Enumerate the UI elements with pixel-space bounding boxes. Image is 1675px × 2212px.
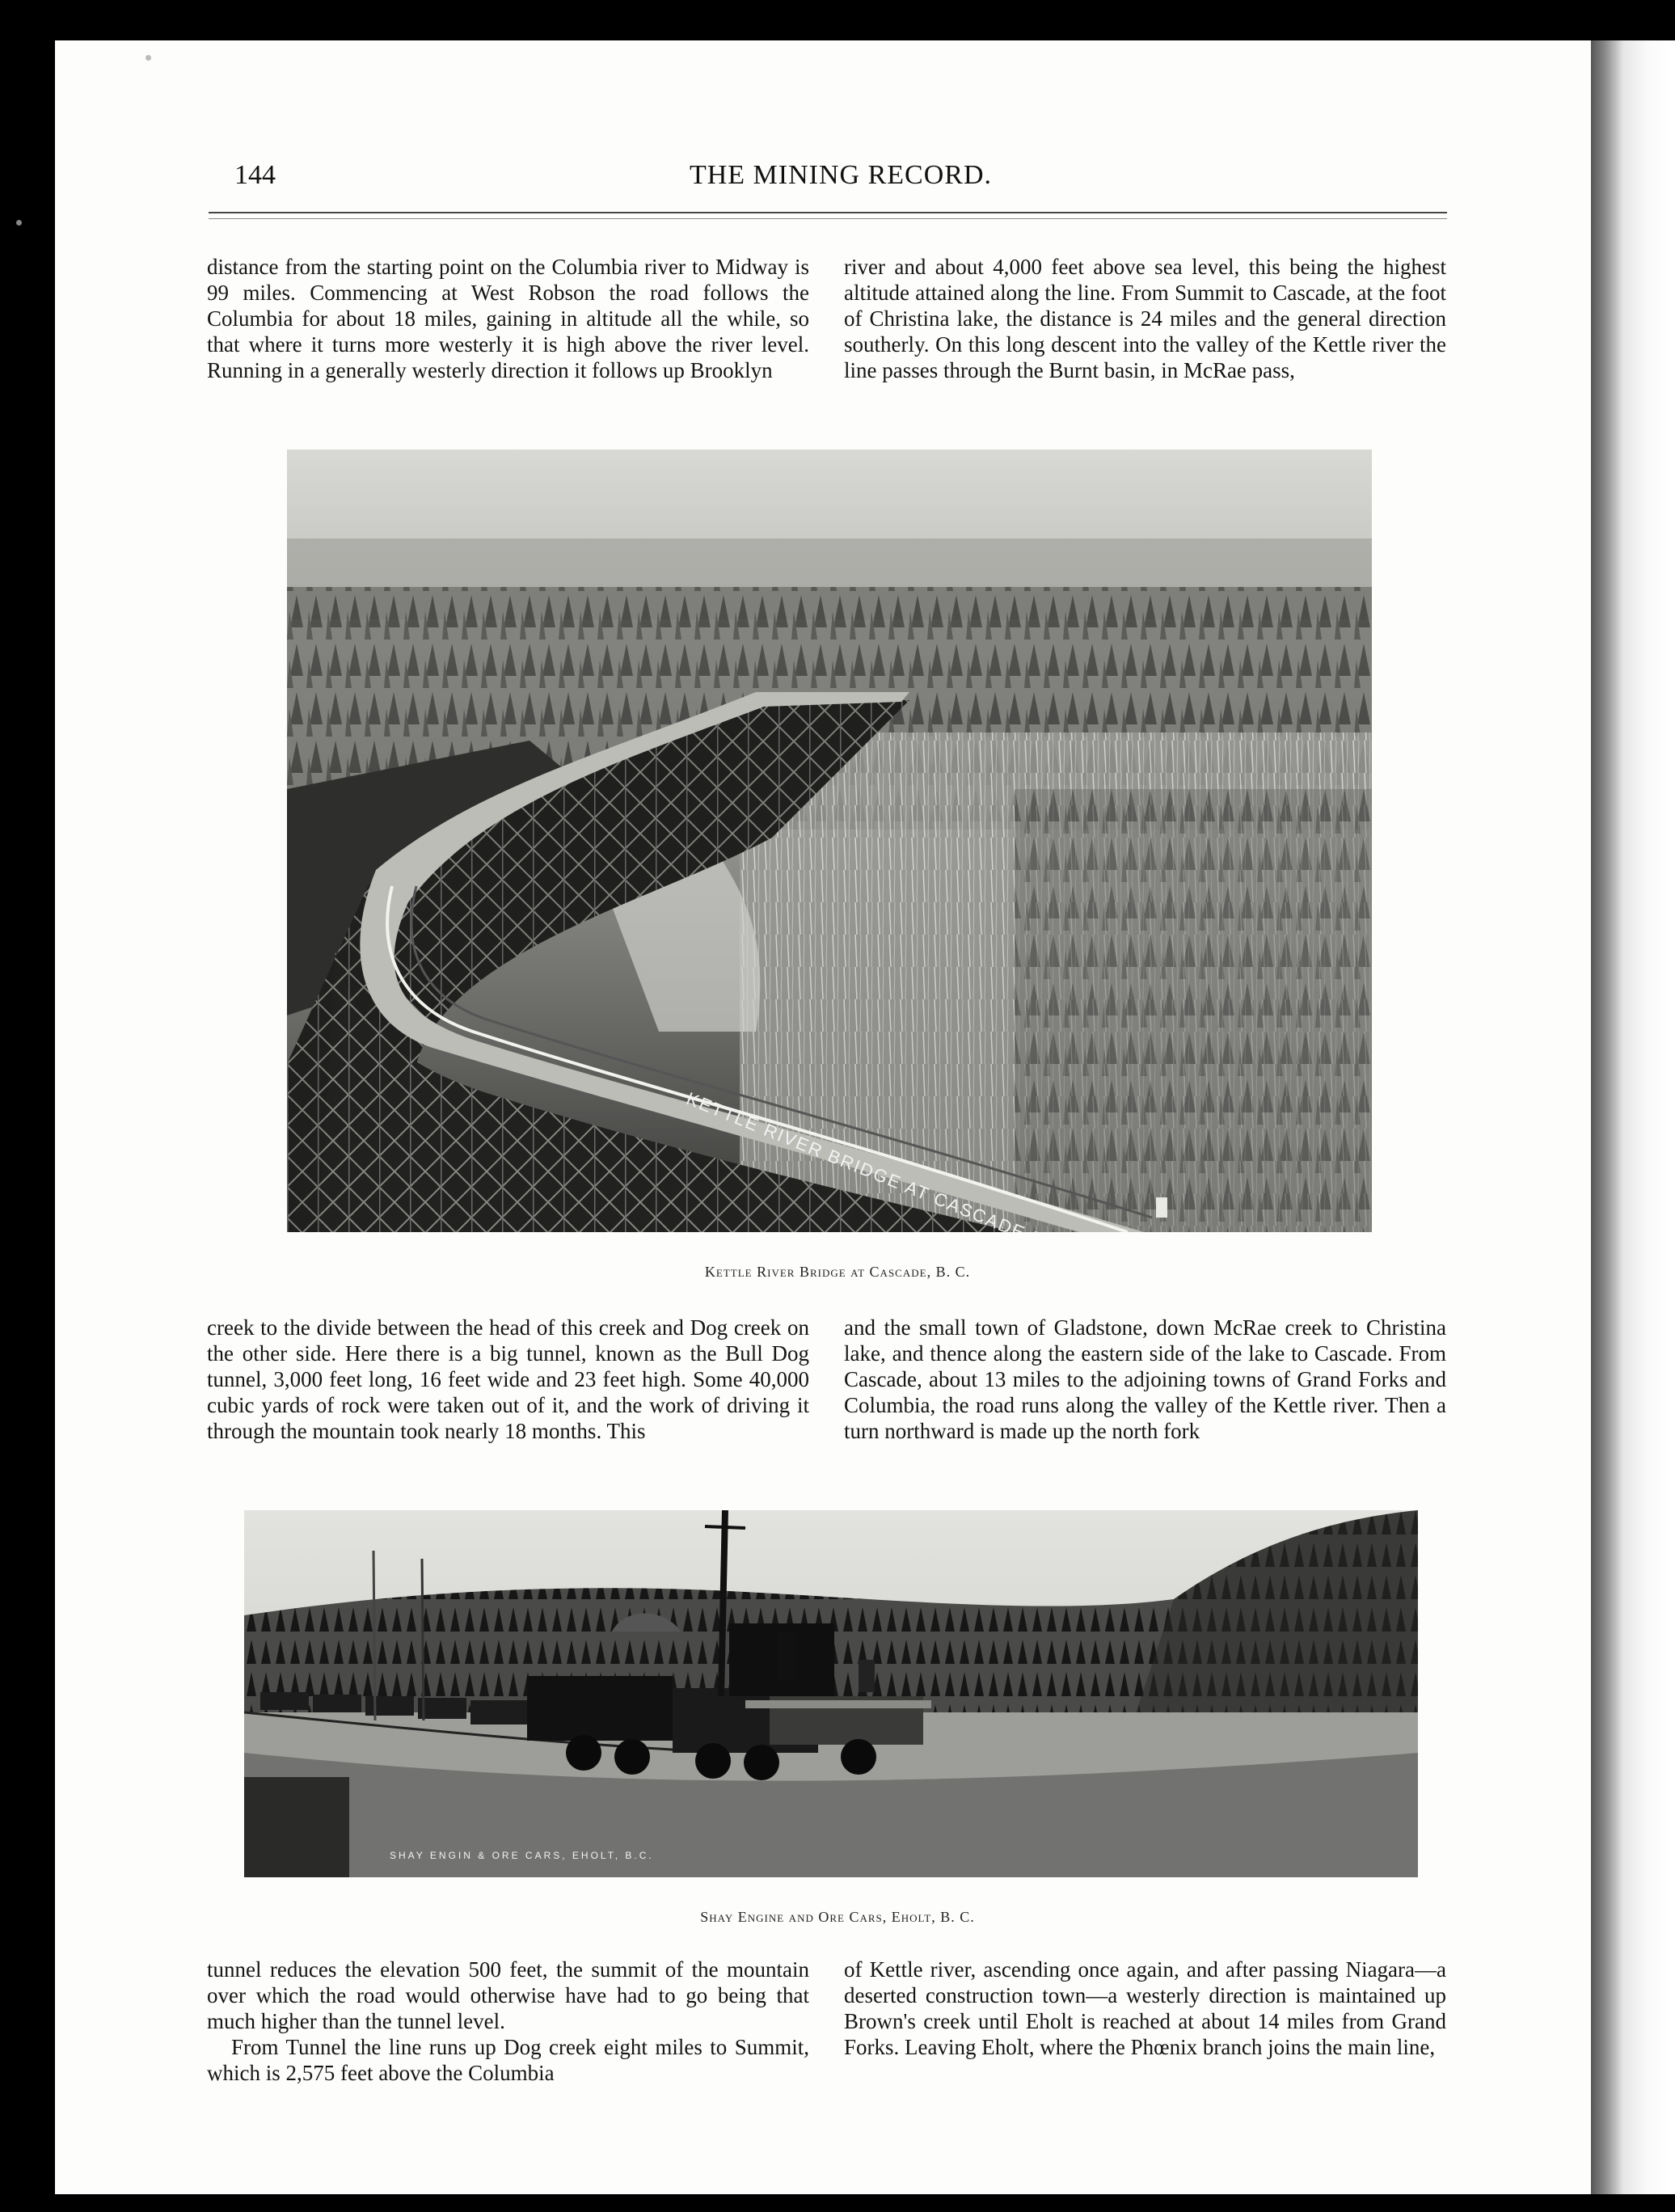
- column-bottom-right: [844, 1957, 1446, 2060]
- adjacent-page-edge: [1591, 40, 1675, 2194]
- photo-inscription: SHAY ENGIN & ORE CARS, EHOLT, B.C.: [390, 1850, 654, 1861]
- running-title: THE MINING RECORD.: [689, 160, 993, 190]
- kettle-river-bridge-photo: [287, 450, 1372, 1232]
- column-middle-left: [207, 1315, 809, 1444]
- header-rule: [209, 218, 1447, 219]
- header-rule: [209, 212, 1447, 213]
- paragraph: of Kettle river, ascending once again, and after passing Niagara—a deserted construction town—a westerly direction is maintained up Brown's creek until Eholt is reached at about 14 miles from Grand Forks. Leaving Eholt, where the Phœnix branch joins the main line,: [844, 1957, 1446, 2059]
- paragraph: river and about 4,000 feet above sea level, this being the highest altitude attained along the line. From Summit to Cascade, at the foot of Christina lake, the distance is 24 miles and the general direction southerly. On this long descent into the valley of the Kettle river the line passes through the Burnt basin, in McRae pass,: [844, 255, 1446, 382]
- page-header: [234, 160, 1447, 201]
- column-bottom-left: [207, 1957, 809, 2086]
- page-number: 144: [234, 160, 276, 190]
- paragraph: distance from the starting point on the Columbia river to Midway is 99 miles. Commencing at West Robson the road follows the Columbia for about 18 miles, gaining in altitude all the while, so that where it turns more westerly it is high above the river level. Running in a generally westerly direction it follows up Brooklyn: [207, 255, 809, 382]
- paragraph: creek to the divide between the head of this creek and Dog creek on the other side. Here there is a big tunnel, known as the Bull Dog tunnel, 3,000 feet long, 16 feet wide and 23 feet high. Some 40,000 cubic yards of rock were taken out of it, and the work of driving it through the mountain took nearly 18 months. This: [207, 1315, 809, 1443]
- paragraph: and the small town of Gladstone, down McRae creek to Christina lake, and thence along the eastern side of the lake to Cascade. From Cascade, about 13 miles to the adjoining towns of Grand Forks and Columbia, the road runs along the valley of the Kettle river. Then a turn northward is made up the north fork: [844, 1315, 1446, 1443]
- photo-caption: Kettle River Bridge at Cascade, B. C.: [704, 1264, 971, 1280]
- paragraph: tunnel reduces the elevation 500 feet, the summit of the mountain over which the road would otherwise have had to go being that much higher than the tunnel level.: [207, 1957, 809, 2033]
- column-middle-right: [844, 1315, 1446, 1444]
- shay-engine-photo: [244, 1510, 1418, 1877]
- scan-speck: [146, 55, 151, 61]
- column-top-right: [844, 254, 1446, 383]
- paragraph: From Tunnel the line runs up Dog creek eight miles to Summit, which is 2,575 feet above the Columbia: [207, 2035, 809, 2085]
- photo-caption: Shay Engine and Ore Cars, Eholt, B. C.: [700, 1909, 975, 1925]
- scan-speck: [16, 220, 22, 226]
- column-top-left: [207, 254, 809, 383]
